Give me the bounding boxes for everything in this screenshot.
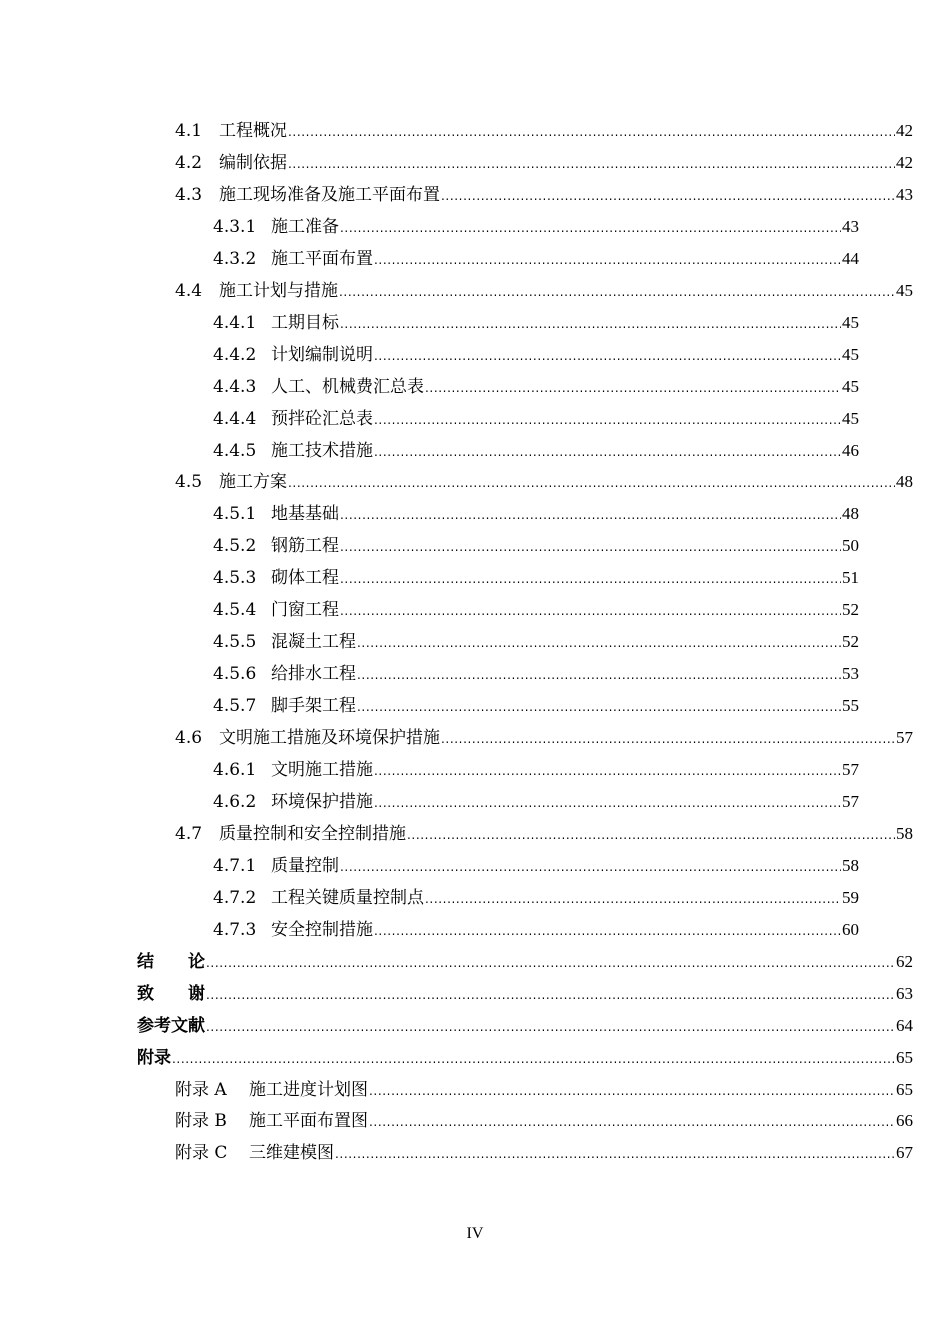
toc-entry-number: 4.4 [175,280,203,301]
toc-entry-page: 45 [842,408,859,428]
toc-entry-title: 施工计划与措施 [219,280,338,301]
toc-entry[interactable] [213,658,859,690]
toc-entry[interactable] [213,371,859,403]
toc-entry-number: 4.5 [175,472,203,493]
toc-entry-title: 致 谢 [137,983,205,1004]
toc-entry-title: 质量控制和安全控制措施 [219,823,406,844]
toc-entry[interactable] [175,147,913,179]
toc-dot-leader [206,979,895,1011]
toc-entry[interactable] [137,978,913,1010]
toc-entry-page: 63 [896,983,913,1003]
toc-entry-title: 人工、机械费汇总表 [271,376,424,397]
toc-entry-page: 51 [842,568,859,588]
toc-entry-page: 55 [842,696,859,716]
toc-entry[interactable] [175,722,913,754]
toc-entry-number: 4.4.1 [213,312,257,333]
toc-entry-page: 45 [842,344,859,364]
toc-entry-title: 工期目标 [271,312,339,333]
toc-dot-leader [340,212,841,244]
toc-entry-title: 编制依据 [219,152,287,173]
toc-dot-leader [340,308,841,340]
toc-dot-leader [339,276,895,308]
toc-entry-number: 4.7 [175,823,203,844]
toc-dot-leader [441,180,895,212]
toc-entry-page: 57 [896,728,913,748]
toc-entry-page: 66 [896,1111,913,1131]
toc-entry[interactable] [213,530,859,562]
toc-entry[interactable] [213,626,859,658]
toc-entry-page: 52 [842,600,859,620]
toc-entry-title: 安全控制措施 [271,919,373,940]
toc-entry-number: 4.5.6 [213,664,257,685]
toc-entry[interactable] [213,435,859,467]
toc-entry[interactable] [213,562,859,594]
toc-dot-leader [374,787,841,819]
toc-entry[interactable] [213,243,859,275]
toc-entry-title: 计划编制说明 [271,344,373,365]
toc-entry-page: 46 [842,440,859,460]
toc-dot-leader [425,883,841,915]
toc-entry-number: 4.5.2 [213,536,257,557]
toc-entry-page: 45 [842,312,859,332]
toc-entry-page: 59 [842,887,859,907]
toc-dot-leader [374,915,841,947]
toc-entry-page: 45 [896,280,913,300]
toc-entry-title: 施工进度计划图 [249,1079,368,1100]
toc-entry[interactable] [175,275,913,307]
toc-entry-page: 43 [896,184,913,204]
toc-entry-title: 施工平面布置 [271,248,373,269]
toc-entry-number: 4.6 [175,728,203,749]
toc-entry-title: 环境保护措施 [271,791,373,812]
toc-entry[interactable] [213,498,859,530]
toc-entry-title: 工程概况 [219,121,287,141]
toc-entry-number: 4.5.5 [213,632,257,653]
toc-dot-leader [335,1138,895,1170]
toc-entry-title: 三维建模图 [249,1143,334,1164]
toc-entry[interactable] [175,1074,913,1106]
toc-entry-title: 施工方案 [219,472,287,493]
toc-entry-title: 参考文献 [137,1015,205,1036]
toc-entry-number: 4.7.1 [213,855,257,876]
toc-entry[interactable] [175,1137,913,1169]
toc-entry-title: 结 论 [137,951,205,972]
toc-entry[interactable] [213,211,859,243]
toc-entry[interactable] [213,594,859,626]
toc-entry-title: 混凝土工程 [271,632,356,653]
toc-entry[interactable] [213,914,859,946]
toc-dot-leader [340,851,841,883]
toc-dot-leader [288,148,895,180]
toc-entry-number: 附录 C [175,1143,228,1164]
toc-entry[interactable] [213,690,859,722]
toc-entry[interactable] [213,307,859,339]
toc-dot-leader [374,436,841,468]
toc-entry[interactable] [137,1042,913,1074]
toc-entry-title: 施工技术措施 [271,440,373,461]
toc-entry-page: 42 [896,152,913,172]
toc-entry-page: 58 [842,855,859,875]
toc-entry-number: 4.4.2 [213,344,257,365]
toc-dot-leader [340,531,841,563]
toc-entry-title: 工程关键质量控制点 [271,887,424,908]
toc-entry-title: 施工平面布置图 [249,1111,368,1132]
toc-entry-page: 65 [896,1047,913,1067]
toc-entry-title: 地基基础 [271,504,339,525]
toc-entry-title: 附录 [137,1047,171,1068]
toc-entry-page: 53 [842,664,859,684]
toc-entry-title: 钢筋工程 [271,536,339,557]
toc-dot-leader [357,627,841,659]
toc-entry-page: 57 [842,760,859,779]
toc-entry[interactable] [175,1105,913,1137]
toc-entry-page: 64 [896,1015,913,1035]
toc-entry-page: 48 [842,504,859,524]
toc-entry-number: 4.5.4 [213,600,257,621]
toc-dot-leader [340,563,841,595]
toc-dot-leader [357,691,841,723]
toc-entry-number: 4.2 [175,152,203,173]
toc-entry[interactable] [213,403,859,435]
toc-entry-title: 施工现场准备及施工平面布置 [219,184,440,205]
toc-entry-page: 48 [896,472,913,492]
toc-entry[interactable] [213,786,859,818]
toc-entry-title: 砌体工程 [271,568,339,589]
toc-dot-leader [288,467,895,499]
toc-entry-page: 44 [842,248,859,268]
toc-dot-leader [340,499,841,531]
toc-entry-page: 43 [842,216,859,236]
toc-entry-number: 4.7.3 [213,919,257,940]
toc-entry-number: 附录 B [175,1111,227,1132]
toc-dot-leader [374,404,841,436]
toc-entry-page: 58 [896,823,913,843]
toc-entry[interactable] [213,339,859,371]
toc-entry-number: 4.6.1 [213,760,257,780]
toc-entry[interactable] [137,946,913,978]
toc-entry[interactable] [175,818,913,850]
toc-entry[interactable] [213,850,859,882]
toc-entry-page: 50 [842,536,859,556]
toc-entry[interactable] [213,754,859,786]
toc-entry-title: 给排水工程 [271,664,356,685]
toc-entry-number: 4.5.3 [213,568,257,589]
toc-entry-page: 42 [896,121,913,140]
toc-dot-leader [340,595,841,627]
toc-entry[interactable] [175,115,913,147]
toc-entry-page: 45 [842,376,859,396]
toc-entry-number: 4.6.2 [213,791,257,812]
toc-entry-title: 脚手架工程 [271,696,356,717]
toc-entry-title: 门窗工程 [271,600,339,621]
toc-dot-leader [369,1075,895,1107]
toc-dot-leader [206,947,895,979]
toc-entry-number: 4.3 [175,184,203,205]
toc-entry-title: 预拌砼汇总表 [271,408,373,429]
toc-entry-title: 文明施工措施 [271,760,373,780]
toc-entry-number: 4.4.3 [213,376,257,397]
toc-entry-number: 4.3.1 [213,216,257,237]
toc-entry-page: 67 [896,1143,913,1163]
toc-entry-number: 4.5.7 [213,696,257,717]
toc-entry-title: 文明施工措施及环境保护措施 [219,728,440,749]
toc-entry-page: 65 [896,1079,913,1099]
toc-entry-number: 4.1 [175,121,203,141]
toc-entry-number: 4.7.2 [213,887,257,908]
page-number: IV [466,1225,484,1242]
toc-dot-leader [357,659,841,691]
toc-dot-leader [407,819,895,851]
toc-entry-number: 附录 A [175,1079,227,1100]
toc-dot-leader [374,244,841,276]
toc-entry[interactable] [175,179,913,211]
toc-entry-number: 4.3.2 [213,248,257,269]
toc-entry-title: 质量控制 [271,855,339,876]
toc-entry-page: 57 [842,791,859,811]
toc-entry[interactable] [213,882,859,914]
toc-entry-number: 4.5.1 [213,504,257,525]
toc-entry-number: 4.4.4 [213,408,257,429]
toc-dot-leader [288,116,895,148]
toc-dot-leader [441,723,895,755]
toc-dot-leader [369,1106,895,1138]
toc-dot-leader [425,372,841,404]
toc-entry-page: 62 [896,951,913,971]
toc-dot-leader [206,1011,895,1043]
toc-entry-page: 52 [842,632,859,652]
toc-entry[interactable] [137,1010,913,1042]
toc-entry[interactable] [175,466,913,498]
toc-entry-number: 4.4.5 [213,440,257,461]
toc-dot-leader [374,755,841,787]
toc-dot-leader [172,1043,895,1075]
toc-entry-page: 60 [842,919,859,939]
toc-entry-title: 施工准备 [271,216,339,237]
toc-dot-leader [374,340,841,372]
